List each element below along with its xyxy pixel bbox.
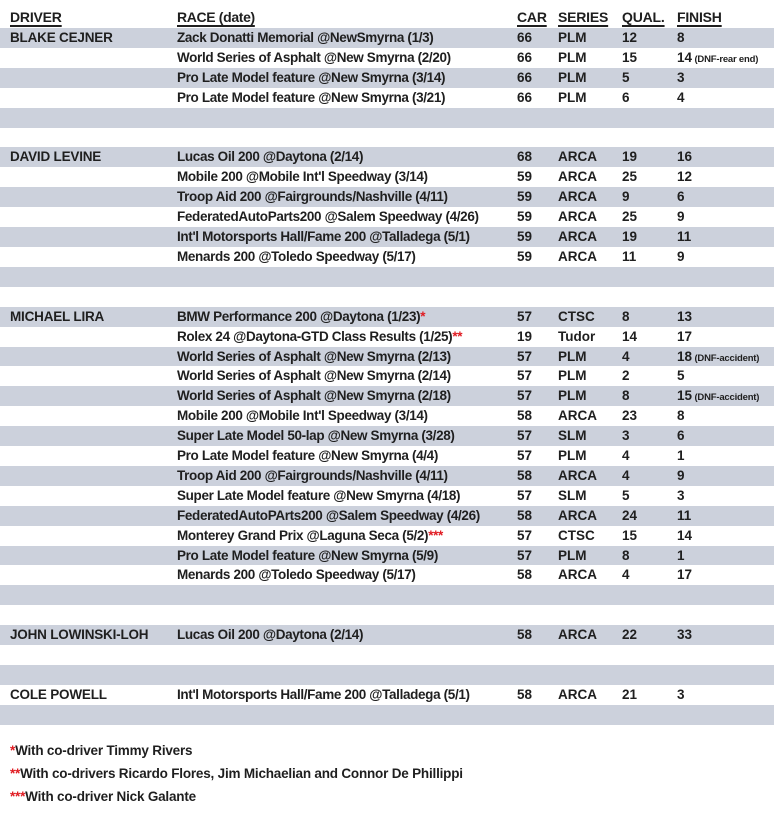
race-name: Menards 200 @Toledo Speedway (5/17) xyxy=(177,248,416,264)
qualifying-position: 19 xyxy=(622,229,638,245)
table-header xyxy=(0,0,774,28)
driver-name: MICHAEL LIRA xyxy=(10,308,105,324)
finish-position: 6 xyxy=(677,189,685,205)
footnote-reference-mark: ** xyxy=(452,328,463,344)
series-name: SLM xyxy=(558,428,587,444)
spacer-row xyxy=(0,605,774,625)
race-name: Zack Donatti Memorial @NewSmyrna (1/3) xyxy=(177,30,434,45)
header-car: CAR xyxy=(517,9,547,25)
spacer-row xyxy=(0,128,774,148)
finish-position: 9 xyxy=(677,248,685,264)
table-body xyxy=(0,28,774,725)
race-name: Menards 200 @Toledo Speedway (5/17) xyxy=(177,567,416,583)
car-number: 57 xyxy=(517,368,533,384)
qualifying-position: 25 xyxy=(622,169,638,185)
series-name: ARCA xyxy=(558,627,597,643)
series-name: PLM xyxy=(558,388,587,404)
car-number: 59 xyxy=(517,229,533,245)
driver-name: JOHN LOWINSKI-LOH xyxy=(10,627,149,643)
car-number: 57 xyxy=(517,448,533,464)
series-name: ARCA xyxy=(558,189,597,205)
table-row xyxy=(0,347,774,367)
spacer-row xyxy=(0,287,774,307)
qualifying-position: 4 xyxy=(622,567,630,583)
qualifying-position: 14 xyxy=(622,328,638,344)
table-row xyxy=(0,486,774,506)
spacer-row xyxy=(0,665,774,685)
qualifying-position: 8 xyxy=(622,308,630,324)
finish-position: 5 xyxy=(677,368,685,384)
car-number: 66 xyxy=(517,69,533,85)
series-name: PLM xyxy=(558,348,587,364)
dnf-note: (DNF-rear end) xyxy=(692,53,759,65)
dnf-note: (DNF-accident) xyxy=(692,352,760,364)
table-row xyxy=(0,247,774,267)
race-name: FederatedAutoParts200 @Salem Speedway (4/26) xyxy=(177,209,479,225)
table-row xyxy=(0,88,774,108)
table-row xyxy=(0,526,774,546)
header-qual: QUAL. xyxy=(622,9,665,25)
footnote-mark: ** xyxy=(10,766,21,781)
car-number: 68 xyxy=(517,149,533,165)
race-name: World Series of Asphalt @New Smyrna (2/14) xyxy=(177,368,451,384)
race-name: World Series of Asphalt @New Smyrna (2/20) xyxy=(177,49,451,65)
table-row xyxy=(0,466,774,486)
qualifying-position: 12 xyxy=(622,30,638,45)
race-name: Mobile 200 @Mobile Int'l Speedway (3/14) xyxy=(177,169,428,185)
finish-position: 14 (DNF-rear end) xyxy=(677,49,759,65)
race-name: Lucas Oil 200 @Daytona (2/14) xyxy=(177,627,364,643)
footnote-text: With co-driver Timmy Rivers xyxy=(15,743,193,758)
table-row xyxy=(0,546,774,566)
table-row xyxy=(0,227,774,247)
footnote-line xyxy=(10,785,463,808)
series-name: ARCA xyxy=(558,209,597,225)
table-row xyxy=(0,406,774,426)
race-name: FederatedAutoPArts200 @Salem Speedway (4/26) xyxy=(177,507,480,523)
finish-position: 1 xyxy=(677,448,685,464)
table-row xyxy=(0,625,774,645)
finish-position: 12 xyxy=(677,169,693,185)
car-number: 57 xyxy=(517,348,533,364)
spacer-row xyxy=(0,267,774,287)
table-row xyxy=(0,167,774,187)
qualifying-position: 25 xyxy=(622,209,638,225)
table-row xyxy=(0,426,774,446)
race-name: Troop Aid 200 @Fairgrounds/Nashville (4/11) xyxy=(177,189,448,205)
series-name: ARCA xyxy=(558,229,597,245)
race-name: Pro Late Model feature @New Smyrna (5/9) xyxy=(177,547,438,563)
finish-position: 3 xyxy=(677,487,685,503)
table-row xyxy=(0,327,774,347)
finish-position: 17 xyxy=(677,567,693,583)
race-name: World Series of Asphalt @New Smyrna (2/18) xyxy=(177,388,451,404)
car-number: 57 xyxy=(517,308,533,324)
car-number: 59 xyxy=(517,209,533,225)
car-number: 58 xyxy=(517,567,533,583)
finish-position: 13 xyxy=(677,308,693,324)
series-name: Tudor xyxy=(558,328,596,344)
race-name: Super Late Model feature @New Smyrna (4/18) xyxy=(177,487,461,503)
series-name: ARCA xyxy=(558,686,597,702)
footnote-mark: * xyxy=(10,743,16,758)
race-name: Super Late Model 50-lap @New Smyrna (3/28) xyxy=(177,428,455,444)
table-row xyxy=(0,48,774,68)
qualifying-position: 6 xyxy=(622,89,630,105)
table-row xyxy=(0,147,774,167)
car-number: 59 xyxy=(517,189,533,205)
driver-name: BLAKE CEJNER xyxy=(10,30,113,45)
header-finish: FINISH xyxy=(677,9,722,25)
table-row xyxy=(0,28,774,48)
finish-position: 16 xyxy=(677,149,693,165)
car-number: 59 xyxy=(517,169,533,185)
finish-position: 17 xyxy=(677,328,693,344)
car-number: 58 xyxy=(517,686,533,702)
finish-position: 9 xyxy=(677,467,685,483)
car-number: 57 xyxy=(517,527,533,543)
footnote-text: With co-drivers Ricardo Flores, Jim Michaelian and Connor De Phillippi xyxy=(20,766,463,781)
qualifying-position: 4 xyxy=(622,448,630,464)
qualifying-position: 15 xyxy=(622,49,638,65)
qualifying-position: 21 xyxy=(622,686,638,702)
series-name: CTSC xyxy=(558,308,595,324)
table-row xyxy=(0,187,774,207)
series-name: ARCA xyxy=(558,169,597,185)
race-name: Int'l Motorsports Hall/Fame 200 @Talladega (5/1) xyxy=(177,686,470,702)
car-number: 57 xyxy=(517,388,533,404)
car-number: 66 xyxy=(517,30,533,45)
race-name: Pro Late Model feature @New Smyrna (3/14) xyxy=(177,69,446,85)
finish-position: 8 xyxy=(677,408,685,424)
table-row xyxy=(0,506,774,526)
series-name: PLM xyxy=(558,448,587,464)
car-number: 57 xyxy=(517,487,533,503)
qualifying-position: 23 xyxy=(622,408,638,424)
qualifying-position: 9 xyxy=(622,189,630,205)
race-name: World Series of Asphalt @New Smyrna (2/13) xyxy=(177,348,451,364)
series-name: PLM xyxy=(558,69,587,85)
header-series: SERIES xyxy=(558,9,609,25)
race-name: Monterey Grand Prix @Laguna Seca (5/2)*** xyxy=(177,527,443,543)
finish-position: 11 xyxy=(677,229,692,245)
qualifying-position: 24 xyxy=(622,507,638,523)
race-name: Pro Late Model feature @New Smyrna (4/4) xyxy=(177,448,438,464)
table-row xyxy=(0,685,774,705)
car-number: 66 xyxy=(517,89,533,105)
spacer-row xyxy=(0,705,774,725)
series-name: ARCA xyxy=(558,567,597,583)
race-name: Lucas Oil 200 @Daytona (2/14) xyxy=(177,149,364,165)
race-name: Mobile 200 @Mobile Int'l Speedway (3/14) xyxy=(177,408,428,424)
car-number: 66 xyxy=(517,49,533,65)
qualifying-position: 22 xyxy=(622,627,638,643)
qualifying-position: 4 xyxy=(622,467,630,483)
finish-position: 9 xyxy=(677,209,685,225)
series-name: SLM xyxy=(558,487,587,503)
series-name: ARCA xyxy=(558,467,597,483)
table-row xyxy=(0,446,774,466)
driver-name: COLE POWELL xyxy=(10,686,107,702)
finish-position: 3 xyxy=(677,686,685,702)
footnotes xyxy=(10,739,463,808)
car-number: 58 xyxy=(517,467,533,483)
series-name: PLM xyxy=(558,547,587,563)
race-name: Rolex 24 @Daytona-GTD Class Results (1/25)** xyxy=(177,328,463,344)
qualifying-position: 8 xyxy=(622,547,630,563)
finish-position: 4 xyxy=(677,89,685,105)
car-number: 58 xyxy=(517,627,533,643)
spacer-row xyxy=(0,108,774,128)
footnote-line xyxy=(10,739,463,762)
car-number: 19 xyxy=(517,328,533,344)
table-row xyxy=(0,386,774,406)
series-name: ARCA xyxy=(558,149,597,165)
finish-position: 15 (DNF-accident) xyxy=(677,388,760,404)
spacer-row xyxy=(0,585,774,605)
spacer-row xyxy=(0,645,774,665)
qualifying-position: 3 xyxy=(622,428,630,444)
car-number: 57 xyxy=(517,547,533,563)
finish-position: 33 xyxy=(677,627,693,643)
dnf-note: (DNF-accident) xyxy=(692,392,760,404)
qualifying-position: 5 xyxy=(622,487,630,503)
table-row xyxy=(0,366,774,386)
qualifying-position: 5 xyxy=(622,69,630,85)
qualifying-position: 8 xyxy=(622,388,630,404)
car-number: 59 xyxy=(517,248,533,264)
finish-position: 11 xyxy=(677,507,692,523)
car-number: 58 xyxy=(517,408,533,424)
footnote-line xyxy=(10,762,463,785)
table-row xyxy=(0,207,774,227)
finish-position: 18 (DNF-accident) xyxy=(677,348,760,364)
qualifying-position: 2 xyxy=(622,368,630,384)
driver-name: DAVID LEVINE xyxy=(10,149,102,165)
car-number: 57 xyxy=(517,428,533,444)
series-name: PLM xyxy=(558,49,587,65)
series-name: ARCA xyxy=(558,507,597,523)
table-row xyxy=(0,565,774,585)
qualifying-position: 4 xyxy=(622,348,630,364)
finish-position: 8 xyxy=(677,30,685,45)
series-name: PLM xyxy=(558,89,587,105)
header-driver: DRIVER xyxy=(10,9,62,25)
series-name: CTSC xyxy=(558,527,595,543)
footnote-text: With co-driver Nick Galante xyxy=(25,789,196,804)
series-name: ARCA xyxy=(558,248,597,264)
race-name: Troop Aid 200 @Fairgrounds/Nashville (4/11) xyxy=(177,467,448,483)
series-name: PLM xyxy=(558,368,587,384)
table-row xyxy=(0,68,774,88)
qualifying-position: 19 xyxy=(622,149,638,165)
finish-position: 6 xyxy=(677,428,685,444)
qualifying-position: 15 xyxy=(622,527,638,543)
race-name: BMW Performance 200 @Daytona (1/23)* xyxy=(177,308,426,324)
finish-position: 14 xyxy=(677,527,693,543)
race-name: Int'l Motorsports Hall/Fame 200 @Talladega (5/1) xyxy=(177,229,470,245)
finish-position: 1 xyxy=(677,547,685,563)
table-row xyxy=(0,307,774,327)
qualifying-position: 11 xyxy=(622,248,637,264)
series-name: PLM xyxy=(558,30,587,45)
series-name: ARCA xyxy=(558,408,597,424)
car-number: 58 xyxy=(517,507,533,523)
header-race: RACE (date) xyxy=(177,9,255,25)
footnote-mark: *** xyxy=(10,789,26,804)
footnote-reference-mark: * xyxy=(420,308,426,324)
footnote-reference-mark: *** xyxy=(428,527,443,543)
race-name: Pro Late Model feature @New Smyrna (3/21) xyxy=(177,89,446,105)
finish-position: 3 xyxy=(677,69,685,85)
